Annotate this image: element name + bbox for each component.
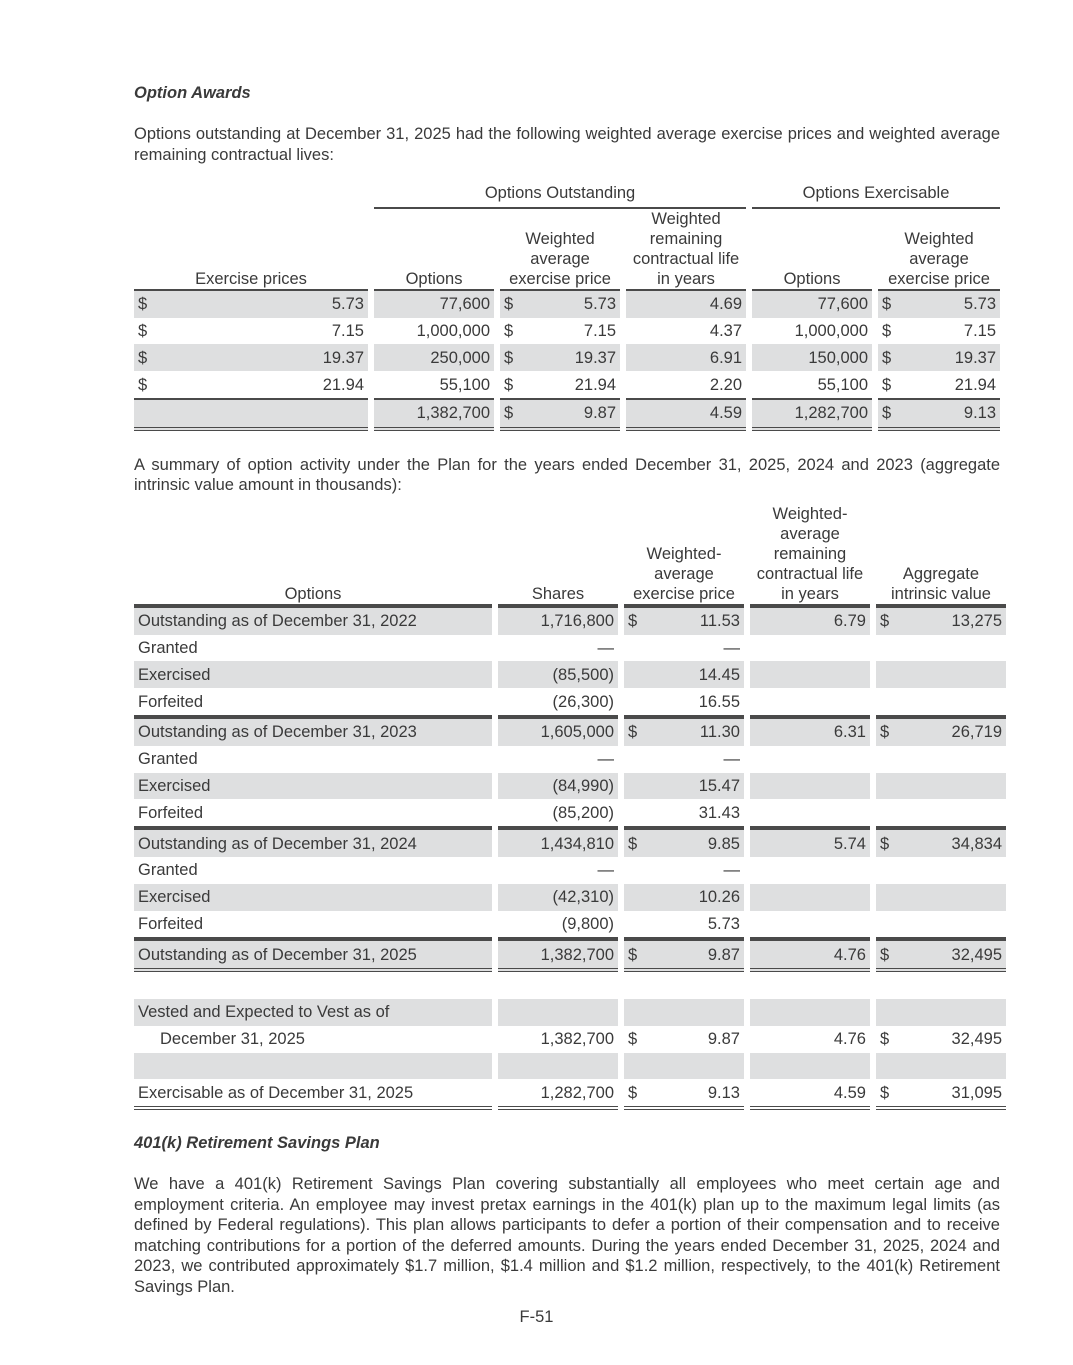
- activity-row: Forfeited (26,300) 16.55: [134, 688, 1006, 717]
- vested-row: December 31, 2025 1,382,700 $ 9.87 4.76 $ 32,495: [160, 1030, 1002, 1049]
- options-outstanding-group-header: Options Outstanding: [374, 180, 746, 209]
- activity-row: Exercised (85,500) 14.45: [134, 661, 1006, 688]
- col-header-remaining-life: Weighted-average remaining contractual life in years: [750, 504, 870, 606]
- col-header-intrinsic-value: Aggregate intrinsic value: [876, 504, 1006, 606]
- col-header-options: Options: [134, 504, 492, 606]
- table-row: $ 21.94 55,100 $ 21.94 2.20 55,100 $ 21.94: [134, 371, 1000, 400]
- col-header-wavg-price: Weighted average exercise price: [500, 209, 620, 291]
- table-row: $ 7.15 1,000,000 $ 7.15 4.37 1,000,000 $ 7.15: [138, 321, 997, 340]
- activity-row: Granted — —: [138, 638, 740, 657]
- vested-row-label: Vested and Expected to Vest as of: [134, 999, 1006, 1026]
- options-outstanding-table: [134, 180, 1000, 431]
- outstanding-row: Outstanding as of December 31, 2024 1,434,810 $ 9.85 5.74 $ 34,834: [134, 828, 1006, 857]
- col-header-options: Options: [374, 209, 494, 291]
- page-number: F-51: [519, 1308, 554, 1326]
- option-activity-intro: A summary of option activity under the Plan for the years ended December 31, 2025, 2024 and 2023 (aggregate intrinsic value amount in thousands):: [134, 455, 1000, 495]
- col-header-remaining-life: Weighted remaining contractual life in years: [626, 209, 746, 291]
- option-activity-table: [134, 504, 1006, 1110]
- col-header-ex-wavg-price: Weighted average exercise price: [878, 209, 1000, 291]
- activity-row: Exercised (84,990) 15.47: [134, 773, 1006, 800]
- outstanding-row: Outstanding as of December 31, 2025 1,382,700 $ 9.87 4.76 $ 32,495: [134, 939, 1006, 972]
- activity-row: Granted — —: [138, 861, 740, 880]
- page-content: [134, 82, 1000, 1297]
- col-header-shares: Shares: [498, 504, 618, 606]
- col-header-wavg-price: Weighted-average exercise price: [624, 504, 744, 606]
- option-awards-intro: Options outstanding at December 31, 2025 had the following weighted average exercise prices and weighted average remaining contractual lives:: [134, 125, 1000, 164]
- outstanding-row: Outstanding as of December 31, 2023 1,605,000 $ 11.30 6.31 $ 26,719: [134, 717, 1006, 746]
- option-awards-heading: Option Awards: [134, 84, 251, 102]
- col-header-ex-options: Options: [752, 209, 872, 291]
- outstanding-row: Outstanding as of December 31, 2022 1,716,800 $ 11.53 6.79 $ 13,275: [134, 606, 1006, 635]
- activity-row: Forfeited (85,200) 31.43: [134, 799, 1006, 828]
- col-header-exercise-prices: Exercise prices: [134, 209, 368, 291]
- retirement-plan-heading: 401(k) Retirement Savings Plan: [134, 1134, 380, 1153]
- activity-row: Granted — —: [138, 750, 740, 769]
- total-row: 1,382,700 $ 9.87 4.59 1,282,700 $ 9.13: [134, 400, 1000, 431]
- activity-row: Exercised (42,310) 10.26: [134, 884, 1006, 911]
- table-row: $ 19.37 250,000 $ 19.37 6.91 150,000 $ 19.37: [134, 344, 1000, 371]
- exercisable-row: Exercisable as of December 31, 2025 1,282,700 $ 9.13 4.59 $ 31,095: [134, 1079, 1006, 1110]
- activity-row: Forfeited (9,800) 5.73: [134, 911, 1006, 940]
- options-exercisable-group-header: Options Exercisable: [752, 180, 1000, 209]
- retirement-plan-body: We have a 401(k) Retirement Savings Plan covering substantially all employees who meet certain age and employment criteria. An employee may invest pretax earnings in the 401(k) plan up to the maximum legal limits (as defined by Federal regulations). This plan allows participants to defer a portion of their compensation and to receive matching contributions for a portion of the deferred amounts. During the years ended December 31, 2025, 2024 and 2023, we contributed approximately $1.7 million, $1.4 million and $1.2 million, respectively, to the 401(k) Retirement Savings Plan.: [134, 1175, 1000, 1296]
- table-row: $ 5.73 77,600 $ 5.73 4.69 77,600 $ 5.73: [134, 291, 1000, 318]
